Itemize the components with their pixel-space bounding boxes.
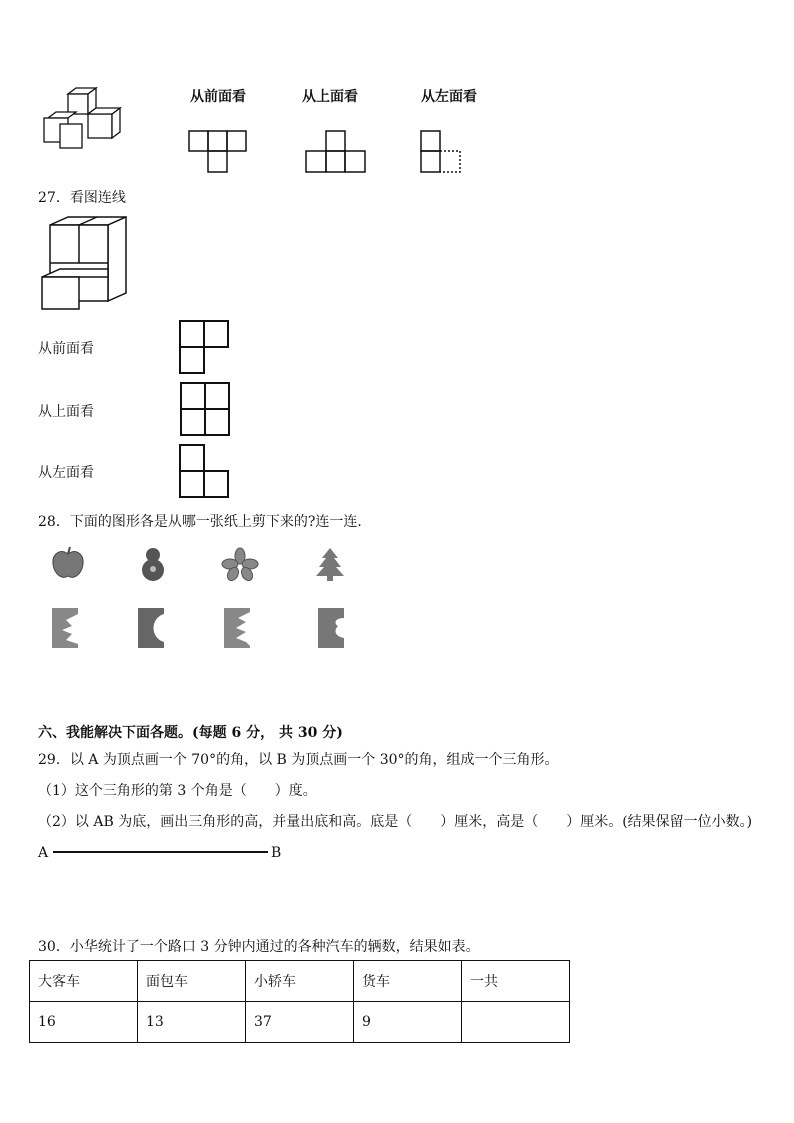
view-label-left: 从左面看	[421, 89, 477, 105]
table-header-cell: 小轿车	[246, 961, 354, 1002]
table-total-cell[interactable]	[462, 1002, 570, 1043]
q27-solid-figure	[38, 215, 130, 311]
q27-view-shape-1	[179, 320, 231, 376]
table-row	[30, 1002, 570, 1043]
paper-sheet-4	[318, 608, 348, 650]
q27-view-shape-3	[179, 444, 231, 500]
q29-part2: （2）以 AB 为底，画出三角形的高，并量出底和高。底是（ ）厘米，高是（ ）厘米。(结果保留一位小数。)	[38, 814, 753, 830]
view-label-front: 从前面看	[190, 89, 246, 105]
gourd-shape-icon	[137, 546, 169, 582]
segment-ab	[53, 851, 268, 853]
view-label-top: 从上面看	[302, 89, 358, 105]
q26-top-view	[304, 130, 368, 174]
point-b-label: B	[271, 845, 282, 861]
tree-shape-icon	[314, 546, 346, 582]
table-header-row	[30, 961, 570, 1002]
q26-cube-figure	[40, 84, 130, 154]
q27-label-top: 从上面看	[38, 404, 94, 420]
section-6-heading: 六、我能解决下面各题。(每题 6 分， 共 30 分)	[38, 725, 343, 741]
q27-title: 27．看图连线	[38, 190, 126, 206]
table-value-cell: 13	[138, 1002, 246, 1043]
flower-shape-icon	[222, 548, 258, 580]
q27-view-shape-2	[180, 382, 232, 438]
point-a-label: A	[38, 845, 49, 861]
paper-sheet-2	[138, 608, 168, 650]
table-value-cell: 9	[354, 1002, 462, 1043]
apple-shape-icon	[50, 546, 86, 582]
q30-text: 30．小华统计了一个路口 3 分钟内通过的各种汽车的辆数，结果如表。	[38, 939, 480, 955]
table-header-cell: 面包车	[138, 961, 246, 1002]
q26-left-view	[420, 130, 464, 174]
table-value-cell: 37	[246, 1002, 354, 1043]
table-value-cell: 16	[30, 1002, 138, 1043]
vehicle-count-table	[29, 960, 570, 1043]
q29-text: 29．以 A 为顶点画一个 70°的角，以 B 为顶点画一个 30°的角，组成一个三角形。	[38, 752, 559, 768]
q28-title: 28．下面的图形各是从哪一张纸上剪下来的?连一连．	[38, 514, 372, 530]
table-header-cell: 货车	[354, 961, 462, 1002]
paper-sheet-3	[224, 608, 254, 650]
q26-front-view	[188, 130, 250, 174]
paper-sheet-1	[52, 608, 82, 650]
q27-label-left: 从左面看	[38, 465, 94, 481]
table-header-cell: 大客车	[30, 961, 138, 1002]
q29-part1: （1）这个三角形的第 3 个角是（ ）度。	[38, 783, 317, 799]
table-header-cell: 一共	[462, 961, 570, 1002]
q27-label-front: 从前面看	[38, 341, 94, 357]
